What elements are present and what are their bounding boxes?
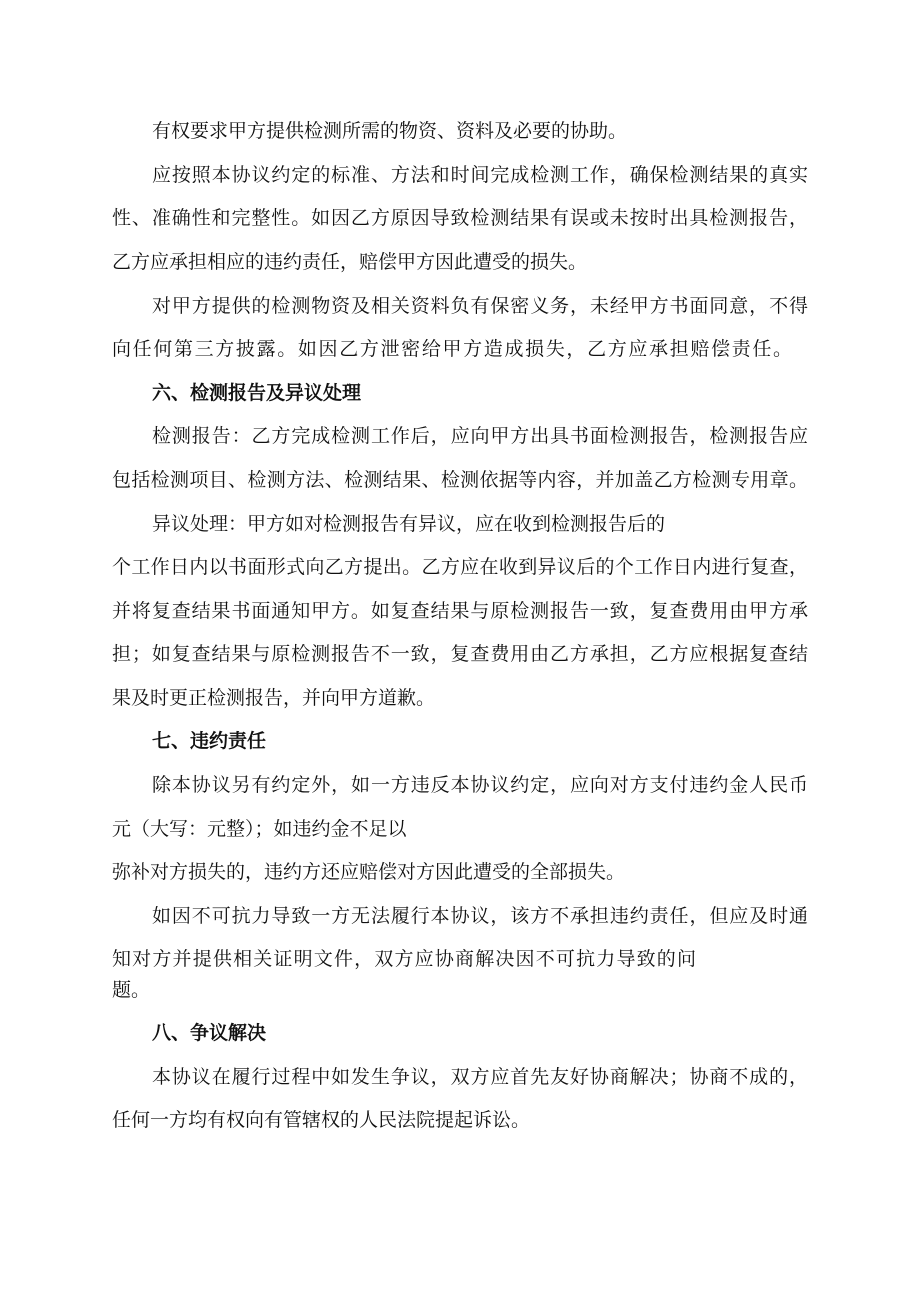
paragraph-line: 担；如复查结果与原检测报告不一致，复查费用由乙方承担，乙方应根据复查结	[112, 643, 808, 665]
paragraph-line: 检测报告：乙方完成检测工作后，应向甲方出具书面检测报告，检测报告应	[152, 425, 808, 447]
section-heading-7: 七、违约责任	[152, 730, 267, 752]
paragraph-line: 性、准确性和完整性。如因乙方原因导致检测结果有误或未按时出具检测报告，	[112, 207, 808, 229]
paragraph-line: 有权要求甲方提供检测所需的物资、资料及必要的协助。	[152, 120, 628, 142]
section-heading-6: 六、检测报告及异议处理	[152, 382, 362, 404]
paragraph-line: 除本协议另有约定外，如一方违反本协议约定，应向对方支付违约金人民币	[152, 774, 808, 796]
paragraph-line: 异议处理：甲方如对检测报告有异议，应在收到检测报告后的	[152, 513, 666, 535]
paragraph-line: 如因不可抗力导致一方无法履行本协议，该方不承担违约责任，但应及时通	[152, 905, 808, 927]
paragraph-line: 弥补对方损失的，违约方还应赔偿对方因此遭受的全部损失。	[112, 861, 626, 883]
paragraph-line: 应按照本协议约定的标准、方法和时间完成检测工作，确保检测结果的真实	[152, 164, 808, 186]
paragraph-line: 本协议在履行过程中如发生争议，双方应首先友好协商解决；协商不成的，	[152, 1066, 808, 1088]
paragraph-line: 个工作日内以书面形式向乙方提出。乙方应在收到异议后的个工作日内进行复查，	[112, 556, 808, 578]
paragraph-line: 乙方应承担相应的违约责任，赔偿甲方因此遭受的损失。	[112, 251, 588, 273]
paragraph-line: 对甲方提供的检测物资及相关资料负有保密义务，未经甲方书面同意，不得	[152, 295, 808, 317]
section-heading-8: 八、争议解决	[152, 1022, 267, 1044]
paragraph-line: 果及时更正检测报告，并向甲方道歉。	[112, 687, 436, 709]
paragraph-line: 任何一方均有权向有管辖权的人民法院提起诉讼。	[112, 1109, 531, 1131]
paragraph-line: 包括检测项目、检测方法、检测结果、检测依据等内容，并加盖乙方检测专用章。	[112, 469, 808, 491]
paragraph-line: 元（大写：元整）；如违约金不足以	[112, 818, 407, 840]
paragraph-line: 题。	[112, 979, 151, 1001]
paragraph-line: 并将复查结果书面通知甲方。如复查结果与原检测报告一致，复查费用由甲方承	[112, 600, 808, 622]
paragraph-line: 知对方并提供相关证明文件，双方应协商解决因不可抗力导致的问	[112, 948, 696, 970]
paragraph-line: 向任何第三方披露。如因乙方泄密给甲方造成损失，乙方应承担赔偿责任。	[112, 338, 792, 360]
